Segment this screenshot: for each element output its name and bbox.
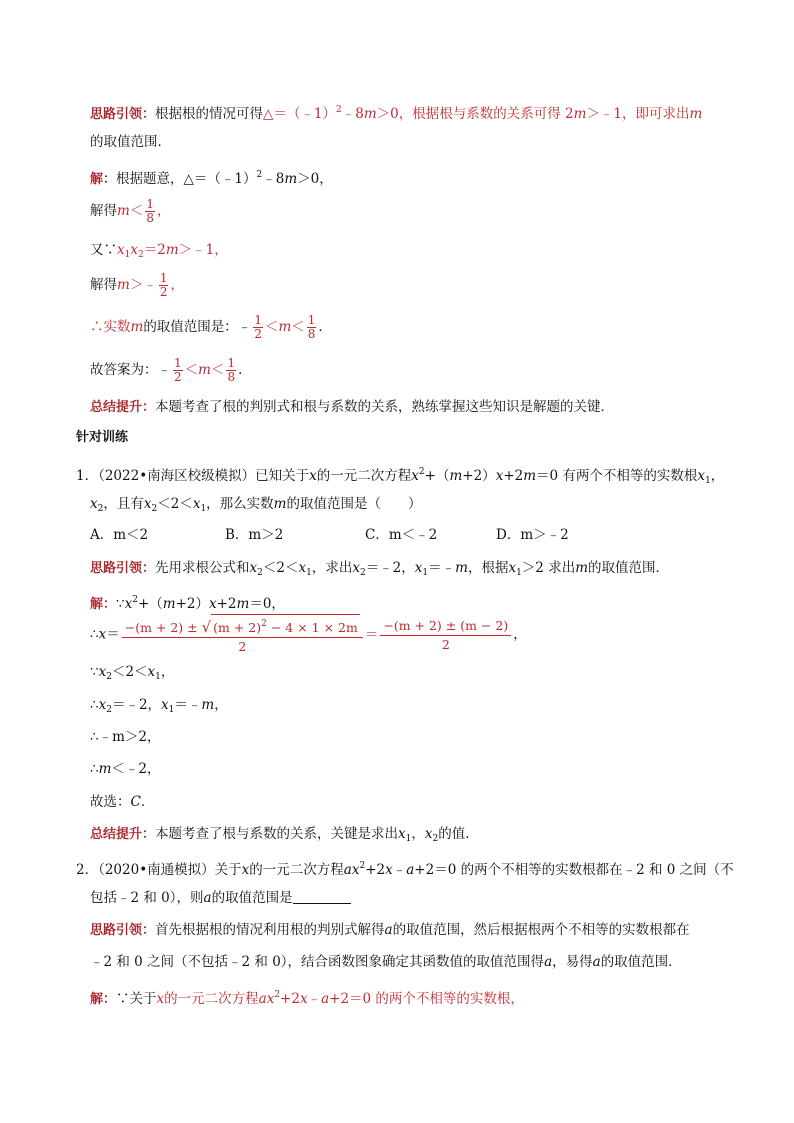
- hint-label: 思路引领：: [90, 107, 156, 122]
- q2-hint-line2: ﹣2 和 0 之间（不包括﹣2 和 0），结合函数图象确定其函数值的取值范围得a，易得a的取值范围．: [90, 954, 682, 970]
- example-hint-line2: 的取值范围．: [90, 134, 171, 150]
- fraction-one-half: $\frac{1}{2}$: [254, 313, 262, 341]
- section-title: 针对训练: [76, 430, 129, 445]
- q1-solution-line4: $\therefore x_2=﹣2$，$x_1=﹣m$，: [90, 697, 228, 715]
- q2-stem-line1: 2．（2020•南通模拟）关于x的一元二次方程$ax^2+2x﹣a+2=0$ 的两个不相等的实数根都在﹣2 和 0 之间（不: [76, 861, 734, 878]
- q1-solution-line5: ∴﹣m＞2，: [90, 729, 161, 745]
- answer-blank[interactable]: [293, 890, 351, 904]
- example-solution-line5: ∴实数m的取值范围是：﹣ $\frac{1}{2}$ ＜m＜ $\frac{1}{8}$ ．: [90, 313, 332, 341]
- example-solution-line4: 解得m＞﹣ $\frac{1}{2}$ ，: [90, 271, 184, 299]
- q1-option-b[interactable]: B．m＞2: [225, 527, 284, 543]
- example-solution-line1: 解：根据题意，△＝（﹣1）$^2$﹣8m＞0，: [90, 170, 333, 187]
- example-answer-line: 故答案为：﹣ $\frac{1}{2}$ ＜m＜ $\frac{1}{8}$ ．: [90, 356, 252, 384]
- fraction-one-eighth: $\frac{1}{8}$: [227, 356, 236, 384]
- fraction-one-half: $\frac{1}{2}$: [159, 271, 168, 299]
- q1-stem-line2: $x_2$，且有$x_2<2<x_1$，那么实数m的取值范围是（ ）: [90, 496, 422, 514]
- q1-answer: 故选：C．: [90, 794, 155, 810]
- summary-label: 总结提升：: [90, 400, 156, 415]
- q1-quadratic-formula: ∴x＝ $\frac{-(m + 2) \pm √ (m + 2)^2 - 4 \times 1 \times 2m}{2}$ ＝ $\frac{-(m + 2) \pm (m - 2)}{2}$ ，: [90, 614, 527, 656]
- fraction-one-half: $\frac{1}{2}$: [174, 356, 182, 384]
- q2-solution-line1: 解：∵关于x的一元二次方程$ax^2+2x﹣a+2=0$ 的两个不相等的实数根，: [90, 990, 524, 1007]
- q1-stem-line1: 1．（2022•南海区校级模拟）已知关于x的一元二次方程$x^2+(m+2)x+2m=0$ 有两个不相等的实数根$x_1$，: [76, 467, 725, 486]
- fraction-one-eighth: $\frac{1}{8}$: [307, 313, 316, 341]
- example-summary: 总结提升：本题考查了根的判别式和根与系数的关系，熟练掌握这些知识是解题的关键．: [90, 399, 615, 415]
- simplified-fraction: $\frac{-(m + 2) \pm (m - 2)}{2}$: [380, 617, 511, 654]
- root-formula-fraction: $\frac{-(m + 2) \pm √ (m + 2)^2 - 4 \times 1 \times 2m}{2}$: [122, 614, 363, 656]
- q1-solution-line3: $\because x_2<2<x_1$，: [90, 664, 175, 682]
- q1-solution-line1: 解：$\because x^2+(m+2)x+2m=0$，: [90, 595, 285, 612]
- q2-hint-line1: 思路引领：首先根据根的情况利用根的判别式解得a的取值范围，然后根据根两个不相等的实数根都在: [90, 922, 690, 938]
- q1-option-d[interactable]: D．m＞﹣2: [496, 527, 569, 543]
- q1-hint: 思路引领：先用求根公式和$x_2<2<x_1$，求出$x_2=﹣2$，$x_1=﹣m$，根据$x_1>2$ 求出m的取值范围．: [90, 560, 670, 578]
- q1-solution-line6: ∴m＜﹣2，: [90, 761, 161, 777]
- example-solution-line3: 又$\because x_1x_2=2m>﹣1$，: [90, 242, 228, 260]
- q1-summary: 总结提升：本题考查了根与系数的关系，关键是求出$x_1$，$x_2$的值．: [90, 826, 479, 844]
- q2-stem-line2: 包括﹣2 和 0），则a的取值范围是: [90, 888, 351, 908]
- example-solution-line2: 解得m＜ $\frac{1}{8}$ ，: [90, 197, 171, 225]
- example-hint-line1: 思路引领：根据根的情况可得△＝（﹣1）$^2$﹣8m＞0，根据根与系数的关系可得 2m＞﹣1，即可求出m: [90, 105, 703, 122]
- q1-option-c[interactable]: C．m＜﹣2: [365, 527, 438, 543]
- fraction-one-eighth: $\frac{1}{8}$: [146, 197, 154, 225]
- q1-option-a[interactable]: A．m＜2: [90, 527, 149, 543]
